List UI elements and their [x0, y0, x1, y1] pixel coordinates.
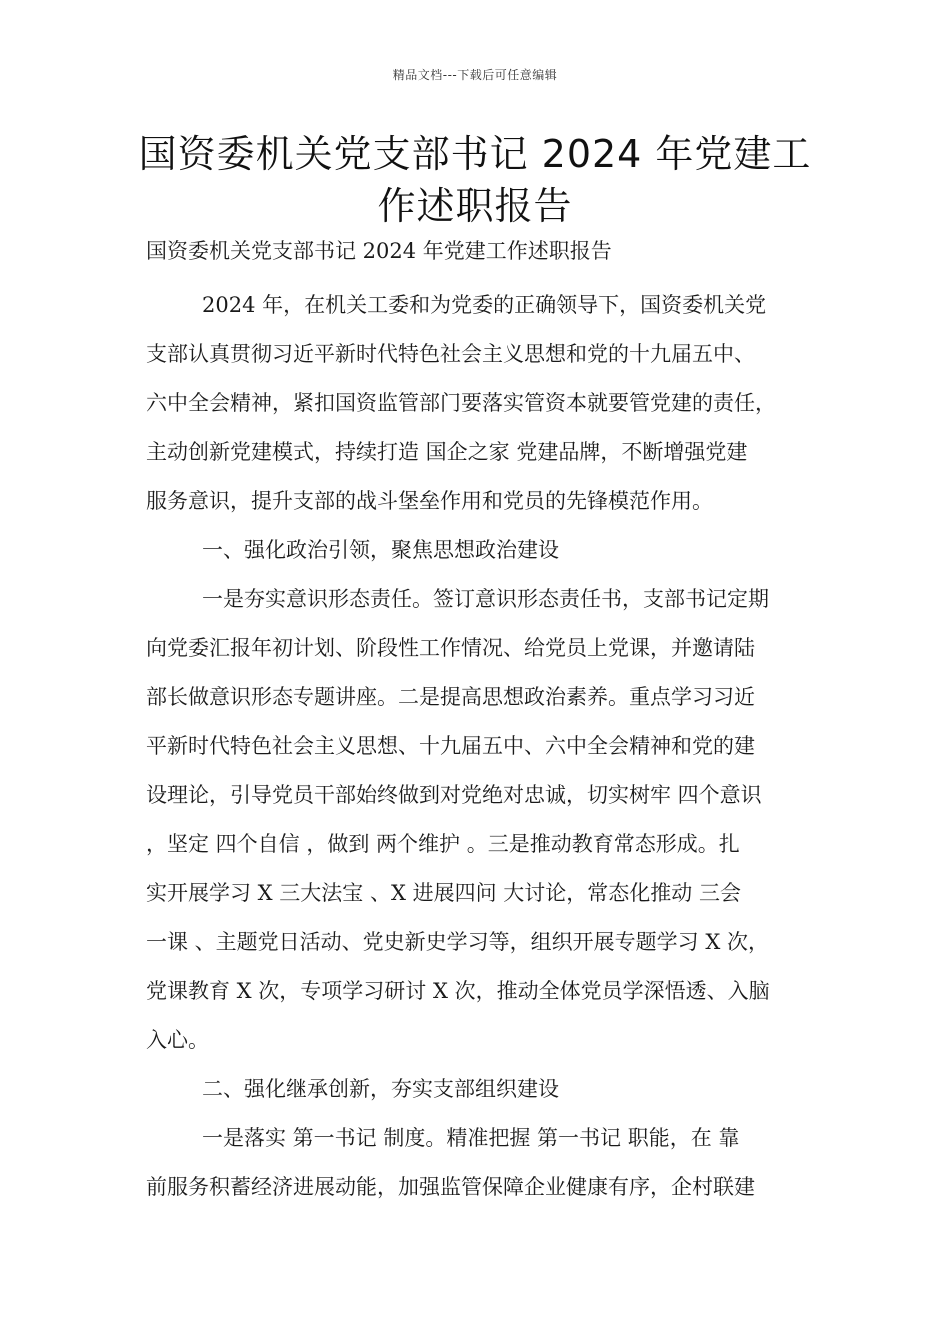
title-line: 作述职报告: [377, 184, 573, 228]
section-heading: 二、强化继承创新，夯实支部组织建设: [202, 1077, 559, 1101]
paragraph-line: 一是夯实意识形态责任。签订意识形态责任书，支部书记定期: [202, 587, 769, 611]
document-body: [146, 231, 826, 1212]
header-note: 精品文档---下载后可任意编辑: [392, 68, 558, 82]
paragraph-line: 主动创新党建模式，持续打造 国企之家 党建品牌，不断增强党建: [146, 440, 748, 464]
paragraph-line: 向党委汇报年初计划、阶段性工作情况、给党员上党课，并邀请陆: [146, 636, 755, 660]
paragraph-line: 部长做意识形态专题讲座。二是提高思想政治素养。重点学习习近: [146, 685, 755, 709]
paragraph-line: 设理论，引导党员干部始终做到对党绝对忠诚，切实树牢 四个意识: [146, 783, 762, 807]
paragraph-line: 支部认真贯彻习近平新时代特色社会主义思想和党的十九届五中、: [146, 342, 755, 366]
subtitle: 国资委机关党支部书记 2024 年党建工作述职报告: [146, 239, 612, 263]
paragraph-line: ，坚定 四个自信 ，做到 两个维护 。三是推动教育常态形成。扎: [146, 832, 740, 856]
paragraph-line: 前服务积蓄经济进展动能，加强监管保障企业健康有序，企村联建: [146, 1175, 755, 1199]
title-line: 国资委机关党支部书记 2024 年党建工: [138, 132, 812, 176]
document-title: [120, 128, 830, 232]
paragraph-line: 党课教育 X 次，专项学习研讨 X 次，推动全体党员学深悟透、入脑: [146, 979, 770, 1003]
paragraph-line: 一是落实 第一书记 制度。精准把握 第一书记 职能，在 靠: [202, 1126, 740, 1150]
paragraph-line: 一课 、主题党日活动、党史新史学习等，组织开展专题学习 X 次，: [146, 930, 769, 954]
paragraph-line: 2024 年，在机关工委和为党委的正确领导下，国资委机关党: [202, 293, 767, 317]
paragraph-line: 服务意识，提升支部的战斗堡垒作用和党员的先锋模范作用。: [146, 489, 713, 513]
section-heading: 一、强化政治引领，聚焦思想政治建设: [202, 538, 559, 562]
paragraph-line: 实开展学习 X 三大法宝 、X 进展四问 大讨论，常态化推动 三会: [146, 881, 741, 905]
paragraph-line: 六中全会精神，紧扣国资监管部门要落实管资本就要管党建的责任，: [146, 391, 776, 415]
paragraph-line: 平新时代特色社会主义思想、十九届五中、六中全会精神和党的建: [146, 734, 755, 758]
paragraph-line: 入心。: [146, 1028, 209, 1052]
